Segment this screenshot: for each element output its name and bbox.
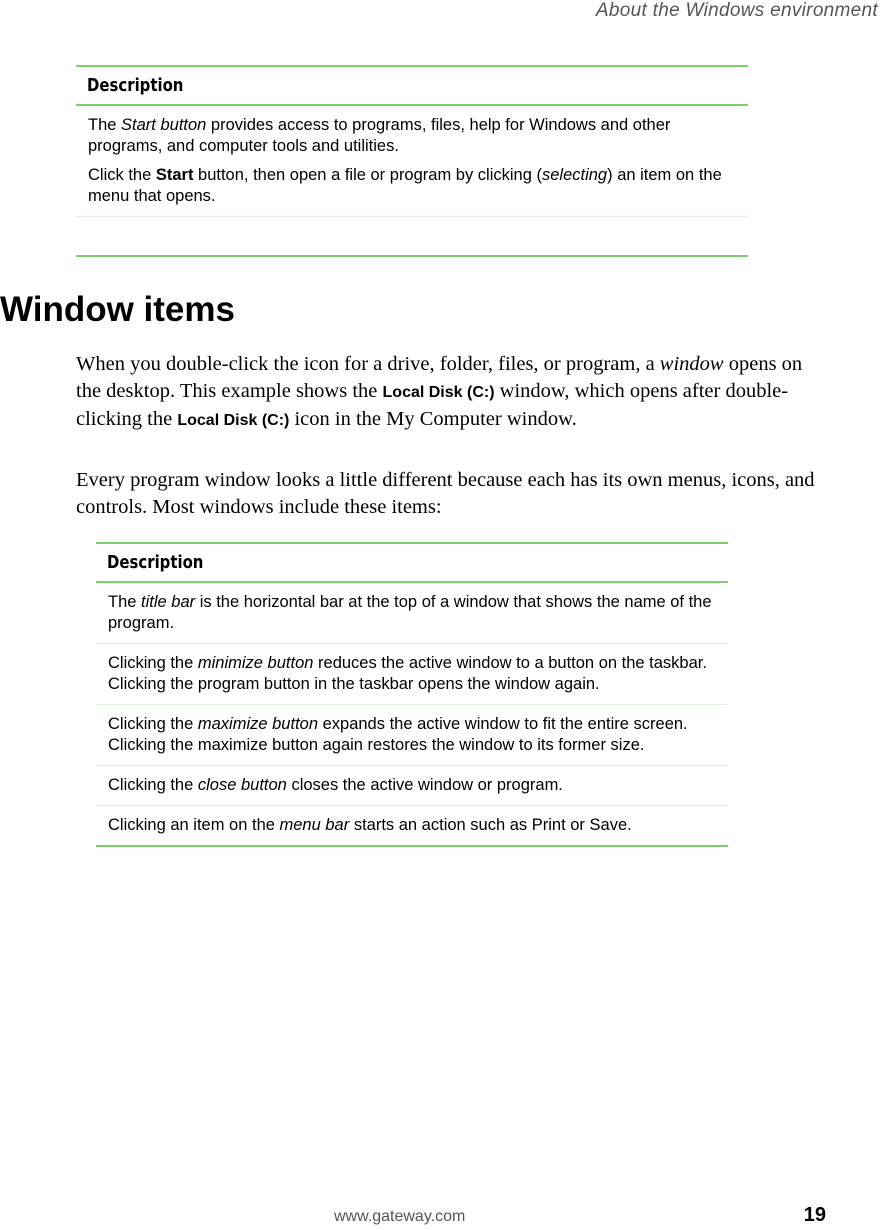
table-bottom-rule xyxy=(76,255,748,257)
start-button-instruction: Click the Start button, then open a file or program by clicking (selecting) an item on the menu that opens. xyxy=(88,166,722,205)
start-button-term: Start button xyxy=(121,116,207,134)
table-row: Clicking the maximize button expands the active window to fit the entire screen. Clicking the maximize button again restores the window to its former size. xyxy=(108,715,688,754)
title-bar-term: title bar xyxy=(141,593,196,611)
running-header: About the Windows environment xyxy=(595,0,878,21)
close-button-term: close button xyxy=(197,776,287,794)
local-disk-label: Local Disk (C:) xyxy=(177,412,290,429)
window-term: window xyxy=(659,353,724,375)
footer-url: www.gateway.com xyxy=(334,1208,466,1225)
table-row xyxy=(76,106,748,216)
table-row: The title bar is the horizontal bar at the top of a window that shows the name of the program. xyxy=(108,593,712,632)
selecting-term: selecting xyxy=(541,166,608,184)
table-bottom-rule xyxy=(96,845,728,847)
description-table-start-button xyxy=(76,65,748,257)
intro-paragraph: When you double-click the icon for a drive, folder, files, or program, a window opens on the desktop. This example shows the Local Disk (C:) window, which opens after double-clicking the Local Disk (C:) icon in the My Computer window. xyxy=(76,353,803,430)
table-header: Description xyxy=(87,75,184,96)
table-row: Clicking the minimize button reduces the active window to a button on the taskbar. Clicking the program button in the taskbar opens the window again. xyxy=(108,654,707,693)
start-label: Start xyxy=(155,166,194,184)
page-number: 19 xyxy=(803,1204,826,1226)
table-row: Clicking an item on the menu bar starts an action such as Print or Save. xyxy=(108,816,632,834)
table-header: Description xyxy=(107,552,204,573)
maximize-button-term: maximize button xyxy=(197,715,319,733)
section-heading: Window items xyxy=(0,290,235,329)
table-row: Clicking the close button closes the active window or program. xyxy=(108,776,563,794)
description-table-window-items xyxy=(96,542,728,847)
menu-bar-term: menu bar xyxy=(279,816,350,834)
window-items-paragraph: Every program window looks a little different because each has its own menus, icons, and controls. Most windows include these items: xyxy=(76,469,815,518)
local-disk-label: Local Disk (C:) xyxy=(382,384,495,401)
start-button-description: The Start button provides access to programs, files, help for Windows and other programs, and computer tools and utilities. xyxy=(88,116,671,155)
minimize-button-term: minimize button xyxy=(197,654,314,672)
